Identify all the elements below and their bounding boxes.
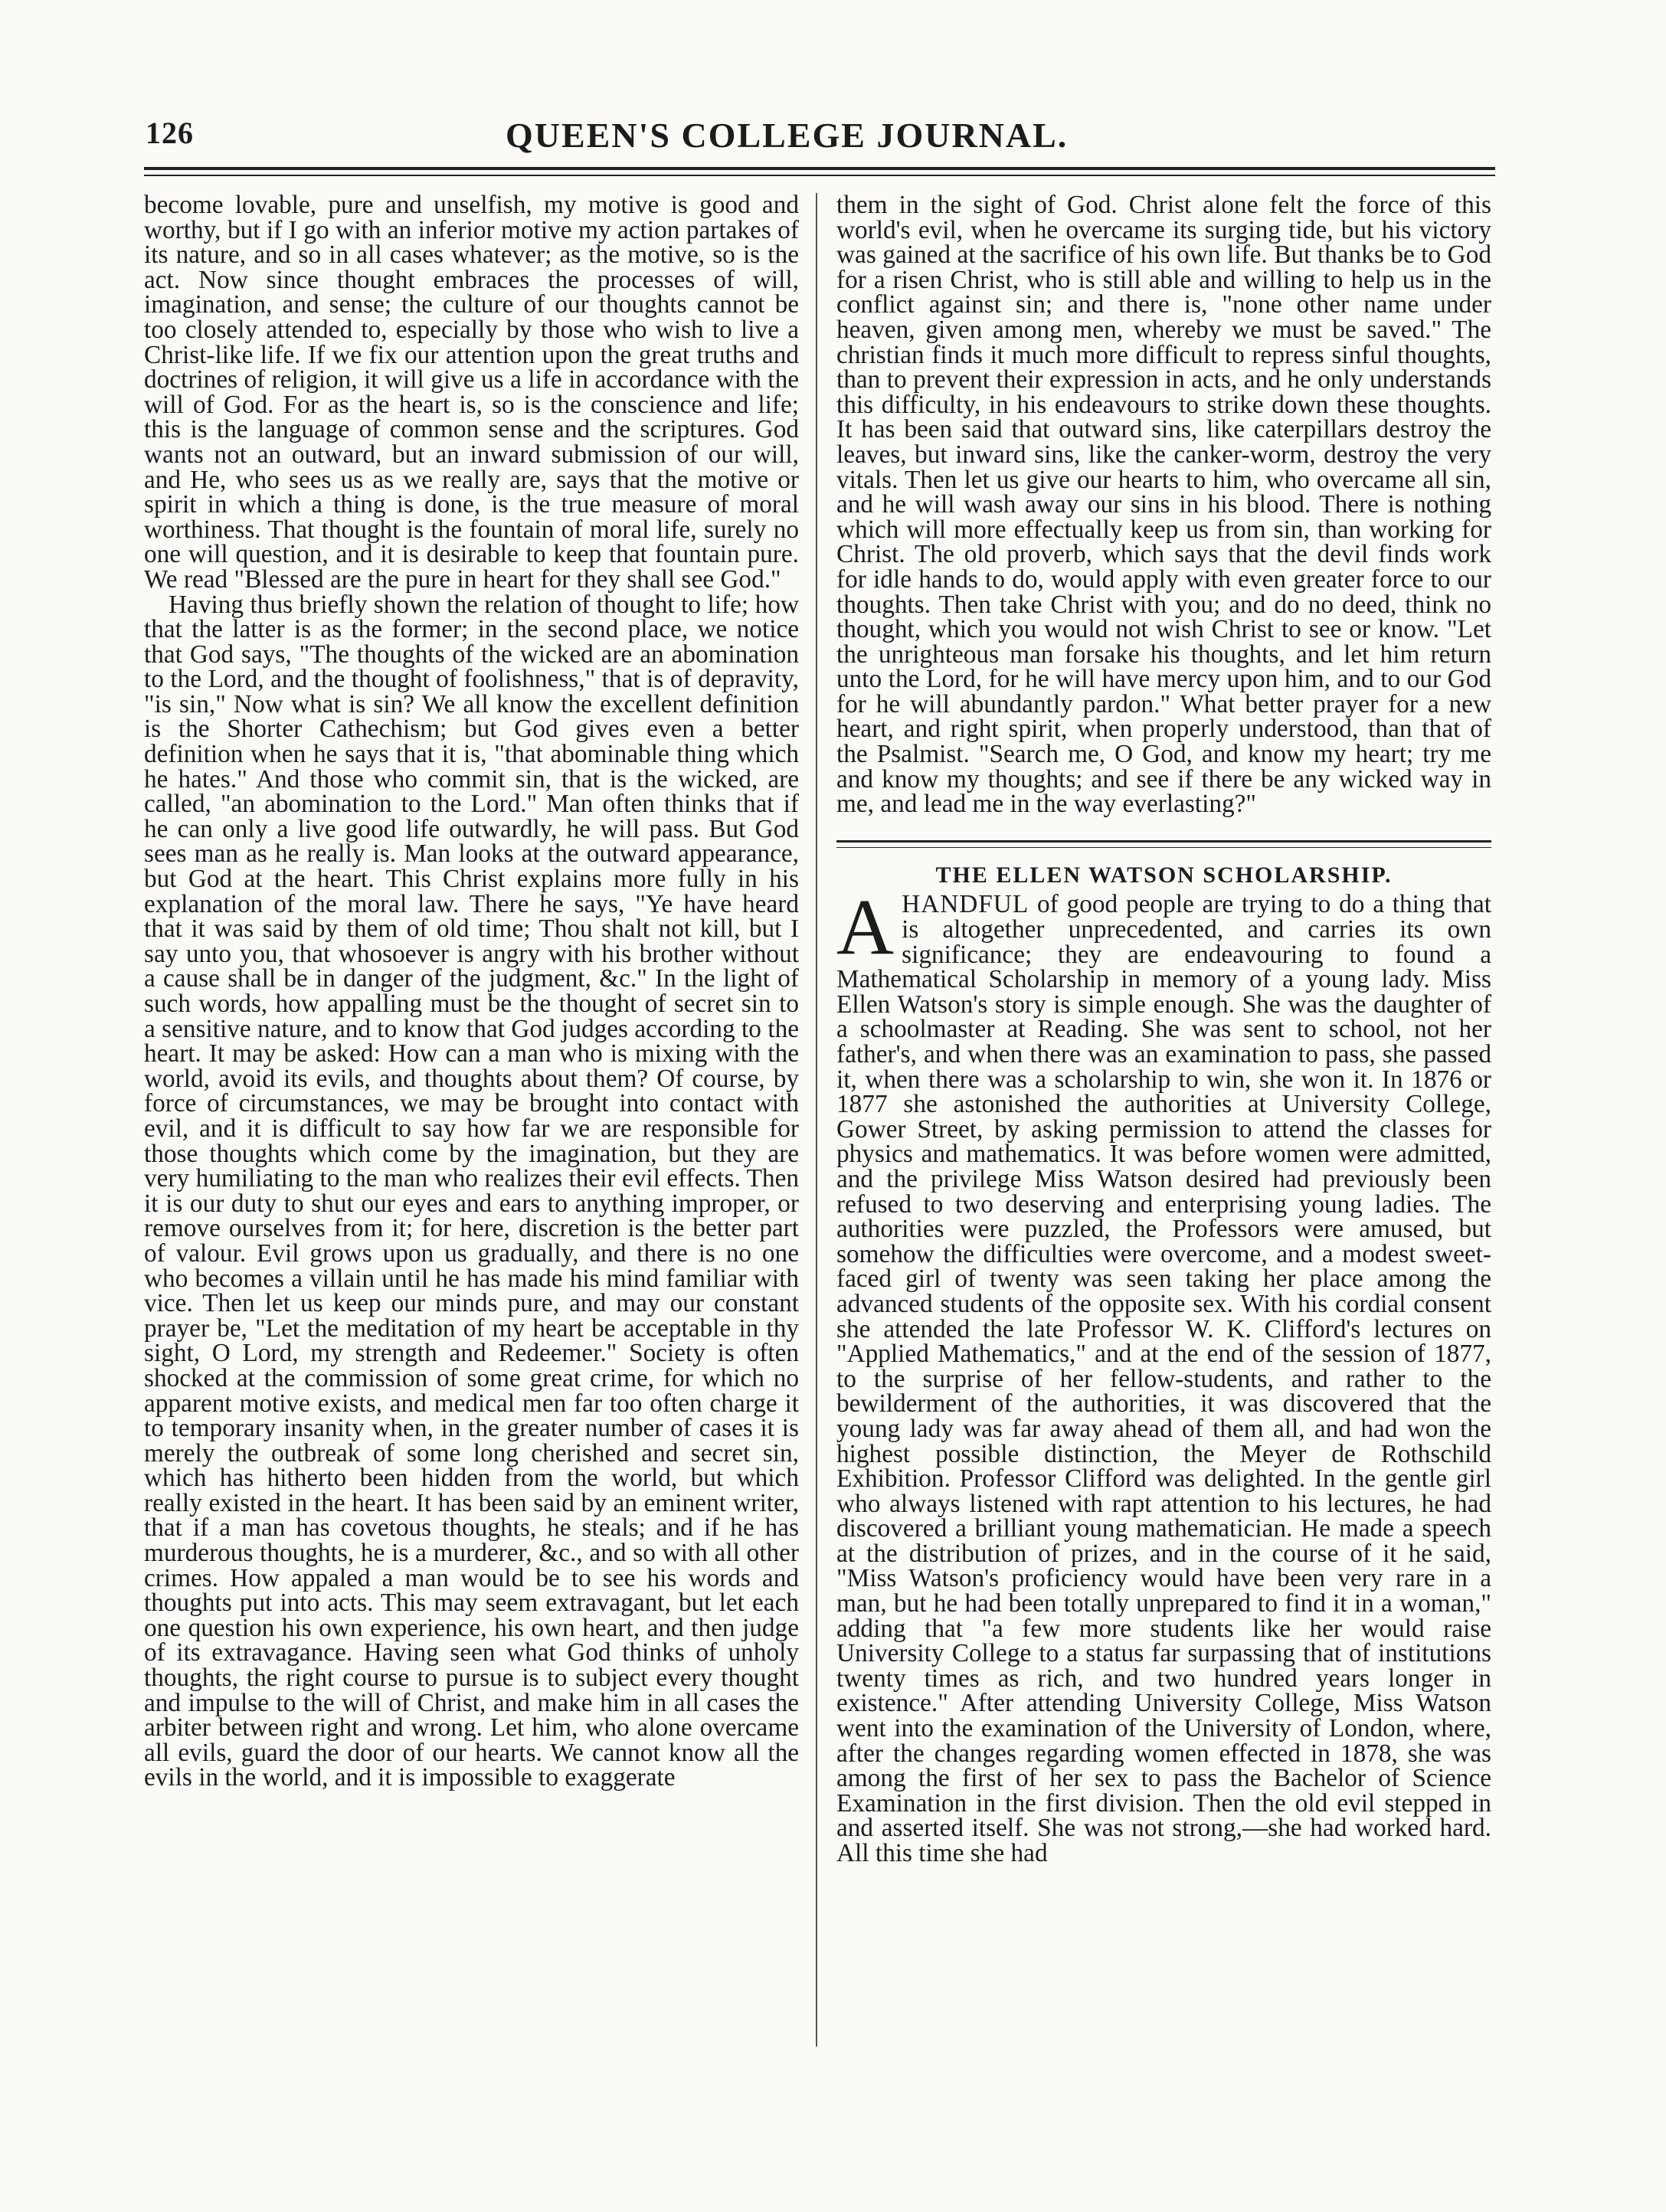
page-number: 126 — [146, 116, 194, 150]
drop-cap: A — [836, 883, 895, 972]
section-rule-thin — [836, 847, 1491, 848]
article-text: of good people are trying to do a thing that is altogether unprecedented, and carries its own significance; they are endeavouring to found a Mathematical Scholarship in memory of a young lady. Miss Ellen Watson's story is simple enough. She was the daughter of a schoolmaster at Reading. She was sent to school, not her father's, and when there was an examination to pass, she passed it, when there was a scholarship to win, she won it. In 1876 or 1877 she astonished the authorities at University College, Gower Street, by asking permission to attend the classes for physics and mathematics. It was before women were admitted, and the privilege Miss Watson desired had previously been refused to two deserving and enterprising young ladies. The authorities were puzzled, the Professors were amused, but somehow the difficulties were overcome, and a modest sweet-faced girl of twenty was seen taking her place among the advanced students of the opposite sex. With his cordial consent she attended the late Professor W. K. Clifford's lectures on "Applied Mathematics," and at the end of the session of 1877, to the surprise of her fellow-students, and rather to the bewilderment of the authorities, it was discovered that the young lady was far away ahead of them all, and had won the highest possible distinction, the Meyer de Rothschild Exhibition. Professor Clifford was delighted. In the gentle girl who always listened with rapt attention to his lectures, he had discovered a brilliant young mathematician. He made a speech at the distribution of prizes, and in the course of it he said, "Miss Watson's proficiency would have been very rare in a man, but he had been totally unprepared to find it in a woman," adding that "a few more students like her would raise University College to a status far surpassing that of institutions twenty times as rich, and two hundred years longer in existence." After attending University College, Miss Watson went into the examination of the University of London, where, after the changes regarding women effected in 1878, she was among the first of her sex to pass the Bachelor of Science Examination in the first division. Then the old evil stepped in and asserted itself. She was not strong,—she had worked hard. All this time she had — [836, 890, 1491, 1867]
article-title: THE ELLEN WATSON SCHOLARSHIP. — [935, 862, 1393, 888]
lead-word: HANDFUL — [902, 890, 1029, 919]
header-rule — [144, 167, 1495, 170]
left-column — [144, 193, 799, 2047]
section-rule — [836, 840, 1491, 843]
header-rule-thin — [144, 175, 1495, 176]
article-body — [836, 883, 1491, 1867]
right-column — [836, 193, 1491, 2047]
column-divider — [816, 193, 817, 2047]
paragraph: them in the sight of God. Christ alone felt the force of this world's evil, when he overcame its surging tide, but his victory was gained at the sacrifice of his own life. But thanks be to God for a risen Christ, who is still able and willing to help us in the conflict against sin; and there is, "none other name under heaven, given among men, whereby we must be saved." The christian finds it much more difficult to repress sinful thoughts, than to prevent their expression in acts, and he only understands this difficulty, in his endeavours to strike down these thoughts. It has been said that outward sins, like caterpillars destroy the leaves, but inward sins, like the canker-worm, destroy the very vitals. Then let us give our hearts to him, who overcame all sin, and he will wash away our sins in his blood. There is nothing which will more effectually keep us from sin, than working for Christ. The old proverb, which says that the devil finds work for idle hands to do, would apply with even greater force to our thoughts. Then take Christ with you; and do no deed, think no thought, which you would not wish Christ to see or know. "Let the unrighteous man forsake his thoughts, and let him return unto the Lord, for he will have mercy upon him, and to our God for he will abundantly pardon." What better prayer for a new heart, and right spirit, when properly understood, than that of the Psalmist. "Search me, O God, and know my heart; try me and know my thoughts; and see if there be any wicked way in me, and lead me in the way everlasting?" — [836, 193, 1491, 819]
paragraph: become lovable, pure and unselfish, my motive is good and worthy, but if I go with an inferior motive my action partakes of its nature, and so in all cases whatever; as the motive, so is the act. Now since thought embraces the processes of will, imagination, and sense; the culture of our thoughts cannot be too closely attended to, especially by those who wish to live a Christ-like life. If we fix our attention upon the great truths and doctrines of religion, it will give us a life in accordance with the will of God. For as the heart is, so is the conscience and life; this is the language of common sense and the scriptures. God wants not an outward, but an inward submission of our will, and He, who sees us as we really are, says that the motive or spirit in which a thing is done, is the true measure of moral worthiness. That thought is the fountain of moral life, surely no one will question, and it is desirable to keep that fountain pure. We read "Blessed are the pure in heart for they shall see God." — [144, 193, 799, 594]
paragraph: Having thus briefly shown the relation of thought to life; how that the latter is as the former; in the second place, we notice that God says, "The thoughts of the wicked are an abomination to the Lord, and the thought of foolishness," that is of depravity, "is sin," Now what is sin? We all know the excellent definition is the Shorter Cathechism; but God gives even a better definition when he says that it is, "that abominable thing which he hates." And those who commit sin, that is the wicked, are called, "an abomination to the Lord." Man often thinks that if he can only a live good life outwardly, he will pass. But God sees man as he really is. Man looks at the outward appearance, but God at the heart. This Christ explains more fully in his explanation of the moral law. There he says, "Ye have heard that it was said by them of old time; Thou shalt not kill, but I say unto you, that whosoever is angry with his brother without a cause shall be in danger of the judgment, &c." In the light of such words, how appalling must be the thought of secret sin to a sensitive nature, and to know that God judges according to the heart. It may be asked: How can a man who is mixing with the world, avoid its evils, and thoughts about them? Of course, by force of circumstances, we may be brought into contact with evil, and it is difficult to say how far we are responsible for those thoughts which come by the imagination, but they are very humiliating to the man who realizes their evil effects. Then it is our duty to shut our eyes and ears to anything improper, or remove ourselves from it; for here, discretion is the better part of valour. Evil grows upon us gradually, and there is no one who becomes a villain until he has made his mind familiar with vice. Then let us keep our minds pure, and may our constant prayer be, "Let the meditation of my heart be acceptable in thy sight, O Lord, my strength and Redeemer." Society is often shocked at the commission of some great crime, for which no apparent motive exists, and medical men far too often charge it to temporary insanity when, in the greater number of cases it is merely the outbreak of some long cherished and secret sin, which has hitherto been hidden from the world, but which really existed in the heart. It has been said by an eminent writer, that if a man has covetous thoughts, he steals; and if he has murderous thoughts, he is a murderer, &c., and so with all other crimes. How appaled a man would be to see his words and thoughts put into acts. This may seem extravagant, but let each one question his own experience, his own heart, and then judge of its extravagance. Having seen what God thinks of unholy thoughts, the right course to pursue is to subject every thought and impulse to the will of Christ, and make him in all cases the arbiter between right and wrong. Let him, who alone overcame all evils, guard the door of our hearts. We cannot know all the evils in the world, and it is impossible to exaggerate — [144, 590, 799, 1792]
journal-title: QUEEN'S COLLEGE JOURNAL. — [506, 116, 1069, 155]
